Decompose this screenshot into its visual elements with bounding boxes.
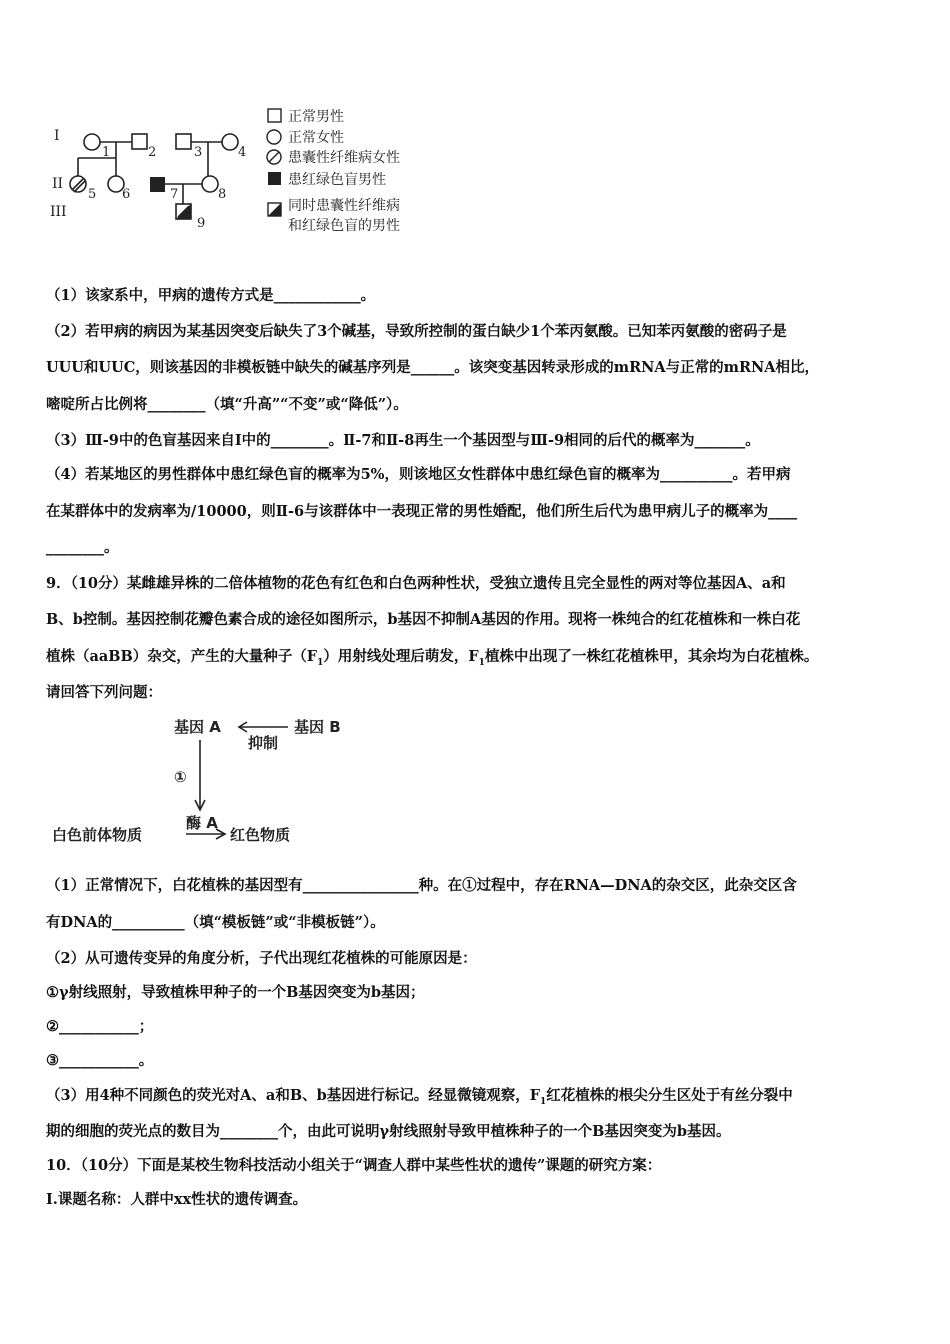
q9-intro-line2: B、b控制。基因控制花瓣色素合成的途径如图所示，b基因不抑制A基因的作用。现将一株纯合的红花植株和一株白花 [46, 611, 801, 628]
individual-II-7 [150, 177, 165, 192]
q9-part2: （2）从可遗传变异的角度分析，子代出现红花植株的可能原因是： [46, 950, 477, 967]
q8-part4-line2: 在某群体中的发病率为/10000，则Ⅱ-6与该群体中一表现正常的男性婚配，他们所生后代为患甲病儿子的概率为____ [46, 503, 798, 520]
q9-part1-line2: 有DNA的__________（填“模板链”或“非模板链”）。 [46, 914, 385, 931]
q8-part2-line2: UUU和UUC，则该基因的非模板链中缺失的碱基序列是______。该突变基因转录形成的mRNA与正常的mRNA相比， [46, 359, 820, 376]
id-num: 8 [218, 187, 227, 202]
q10-title: I.课题名称：人群中xx性状的遗传调查。 [46, 1191, 308, 1208]
q9-part2-reason1: ①γ射线照射，导致植株甲种子的一个B基因突变为b基因； [46, 984, 425, 1001]
q8-part2-line3: 嘧啶所占比例将________（填“升高”“不变”或“降低”）。 [46, 396, 408, 413]
legend-normal-female: 正常女性 [288, 130, 344, 146]
white-substance-label: 白色前体物质 [52, 826, 143, 844]
id-num: 1 [102, 145, 111, 160]
enzyme-label: 酶 A [186, 814, 218, 832]
pathway-diagram [48, 712, 368, 862]
legend-normal-male: 正常男性 [288, 109, 344, 125]
red-substance-label: 红色物质 [230, 826, 291, 844]
legend-both-male-1: 同时患囊性纤维病 [288, 198, 400, 214]
gene-b-label: 基因 B [294, 718, 341, 736]
gen-label-I: I [54, 128, 60, 144]
gen-label-III: III [50, 204, 67, 220]
q8-part2-line1: （2）若甲病的病因为某基因突变后缺失了3个碱基，导致所控制的蛋白缺少1个苯丙氨酸。已知苯丙氨酸的密码子是 [46, 323, 787, 340]
q9-part2-reason3: ③___________。 [46, 1052, 154, 1069]
q8-part1: （1）该家系中，甲病的遗传方式是____________。 [46, 287, 376, 304]
individual-I-2 [132, 134, 147, 149]
q10-intro: 10．（10分）下面是某校生物科技活动小组关于“调查人群中某些性状的遗传”课题的研究方案： [46, 1157, 662, 1174]
individual-I-4 [222, 134, 238, 150]
step-label: ① [174, 768, 187, 786]
q9-part1-line1: （1）正常情况下，白花植株的基因型有________________种。在①过程中，存在RNA—DNA的杂交区，此杂交区含 [46, 877, 797, 894]
q9-part2-reason2: ②___________； [46, 1018, 154, 1035]
q8-part3: （3）Ⅲ-9中的色盲基因来自Ⅰ中的________。Ⅱ-7和Ⅱ-8再生一个基因型与Ⅲ-9相同的后代的概率为_______。 [46, 432, 760, 449]
gene-a-label: 基因 A [174, 718, 221, 736]
q9-part3-line1: （3）用4种不同颜色的荧光对A、a和B、b基因进行标记。经显微镜观察，$F_1$红花植株的根尖分生区处于有丝分裂中 [46, 1087, 793, 1107]
q9-part3-line2: 期的细胞的荧光点的数目为________个，由此可说明γ射线照射导致甲植株种子的一个B基因突变为b基因。 [46, 1123, 731, 1140]
legend-colorblind-male: 患红绿色盲男性 [288, 172, 386, 188]
pedigree-chart [48, 100, 448, 240]
id-num: 6 [122, 187, 131, 202]
id-num: 4 [238, 145, 247, 160]
individual-I-1 [84, 134, 100, 150]
legend-both-male-2: 和红绿色盲的男性 [288, 218, 400, 234]
q9-intro-line3: 植株（aaBB）杂交，产生的大量种子$(F_1)$用射线处理后萌发，$F_1$植株中出现了一株红花植株甲，其余均为白花植株。 [46, 648, 819, 668]
id-num: 5 [88, 187, 97, 202]
gen-label-II: II [52, 176, 64, 192]
individual-II-8 [202, 176, 218, 192]
id-num: 7 [170, 187, 179, 202]
id-num: 9 [197, 216, 206, 231]
q8-part4-line1: （4）若某地区的男性群体中患红绿色盲的概率为5%，则该地区女性群体中患红绿色盲的概率为__________。若甲病 [46, 466, 791, 483]
inhibit-label: 抑制 [248, 734, 279, 752]
individual-I-3 [176, 134, 191, 149]
q8-part4-line3: ________。 [46, 539, 119, 556]
q9-intro-line1: 9．（10分）某雌雄异株的二倍体植物的花色有红色和白色两种性状，受独立遗传且完全显性的两对等位基因A、a和 [46, 575, 786, 592]
id-num: 3 [194, 145, 203, 160]
legend-cf-female: 患囊性纤维病女性 [288, 150, 400, 166]
q9-intro-line4: 请回答下列问题： [46, 684, 162, 701]
id-num: 2 [148, 145, 157, 160]
